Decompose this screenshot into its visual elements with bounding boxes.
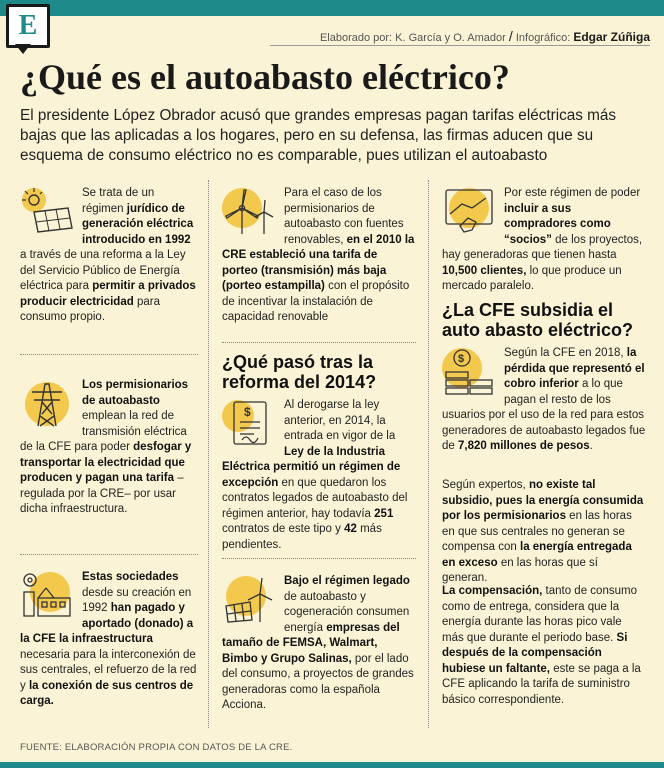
solar-panel-icon	[20, 186, 74, 236]
wind-turbine-icon	[222, 186, 276, 236]
bold-text: 42	[344, 523, 357, 535]
text: Por este régimen de poder	[504, 187, 641, 199]
text: en las horas que sí generan.	[442, 556, 598, 584]
section-heading-reforma: ¿Qué pasó tras la reforma del 2014?	[222, 352, 377, 392]
svg-text:$: $	[458, 353, 465, 365]
bold-text: Estas sociedades	[82, 571, 179, 583]
column-divider	[428, 180, 429, 728]
text: lo que produce un mercado paralelo.	[442, 264, 622, 292]
text: en que quedaron los contratos legados de autoabasto del régimen anterior, hay todavía	[222, 476, 408, 520]
col1-block-3	[20, 570, 198, 710]
col2-block-3	[222, 574, 416, 714]
text: Según expertos,	[442, 479, 529, 491]
bold-text: en el 2010 la CRE estableció una tarifa de porteo (transmisión) más baja (porteo estampilla)	[222, 233, 415, 292]
bold-text: Si después de la compensación hubiese un faltante,	[442, 631, 628, 675]
source-note: FUENTE: ELABORACIÓN PROPIA CON DATOS DE LA CRE.	[20, 742, 293, 753]
col3-block-1	[442, 186, 646, 295]
money-stack-icon	[442, 346, 496, 396]
text: para consumo propio.	[20, 295, 160, 323]
bottom-accent-bar	[0, 762, 664, 768]
credits-prefix: Elaborado por: K. García y O. Amador	[319, 32, 506, 44]
bold-text: desfogar y transportar la electricidad que producen y pagan una tarifa	[20, 441, 192, 484]
bold-text: 7,820 millones de pesos	[458, 440, 590, 452]
col2-block-1	[222, 186, 416, 326]
bold-text: 251	[374, 507, 394, 520]
col3-block-2	[442, 346, 646, 455]
svg-text:$: $	[244, 405, 251, 419]
text: contratos de este tipo y	[222, 523, 345, 535]
bold-text: la energía entregada en exceso	[442, 541, 632, 569]
column-divider	[208, 180, 209, 728]
section-divider	[20, 554, 198, 555]
top-accent-bar	[0, 0, 664, 16]
text: a través de una reforma a la Ley del Servicio Público de Energía eléctrica para	[20, 249, 186, 292]
bold-text: Ley de la Industria Eléctrica permitió un régimen de excepción	[222, 445, 401, 489]
col1-block-2	[20, 378, 198, 518]
col1-block-1	[20, 186, 198, 326]
contract-document-icon	[222, 398, 276, 448]
credits-separator: /	[508, 28, 513, 44]
transmission-tower-icon	[20, 378, 74, 428]
col3-block-3	[442, 478, 646, 587]
section-divider	[222, 342, 416, 343]
text: de autoabasto y cogeneración consumen energía	[284, 590, 410, 634]
credits-author: Edgar Zúñiga	[573, 30, 650, 44]
credits-rule	[270, 45, 650, 46]
bold-text: Los permisionarios de autoabasto	[82, 379, 189, 407]
bold-text: permitir a privados producir electricidad	[20, 280, 196, 308]
text: –regulada por la CRE– por usar dicha infraestructura.	[20, 472, 184, 515]
bold-text: han pagado y aportado (donado) a la CFE la infraestructura	[20, 602, 194, 645]
solar-wind-icon	[222, 574, 276, 624]
credits-infographic: Infográfico:	[515, 32, 571, 44]
bold-text: la conexión de sus centros de carga.	[20, 679, 194, 707]
bold-text: 10,500 clientes,	[442, 264, 527, 277]
logo-tail	[15, 44, 31, 54]
col2-block-2	[222, 398, 416, 553]
page-title: ¿Qué es el autoabasto eléctrico?	[20, 57, 510, 97]
factory-icon	[20, 570, 74, 620]
newspaper-logo	[6, 4, 50, 48]
text: a lo que pagan el resto de los usuarios por el uso de la red para estos generadores de autoabasto legados fue de	[442, 378, 646, 452]
section-heading-subsidio: ¿La CFE subsidia el auto abasto eléctrico?	[442, 300, 634, 340]
col3-block-4	[442, 584, 646, 708]
bold-text: incluir a sus compradores como “socios”	[504, 202, 611, 246]
text: Según la CFE en 2018,	[504, 347, 627, 359]
text: necesaria para la interconexión de sus centrales, el refuerzo de la red y	[20, 648, 197, 692]
text: emplean la red de transmisión eléctrica de la CFE para poder	[20, 410, 187, 453]
logo-letter: E	[18, 10, 38, 41]
text: de los proyectos, hay generadoras que tienen hasta	[442, 233, 643, 261]
text: con el propósito de incentivar la instalación de capacidad renovable	[222, 280, 410, 323]
credits	[320, 28, 650, 44]
handshake-icon	[442, 186, 496, 236]
text: tanto de consumo como de entrega, considera que la energía durante las horas pico vale más que durante el periodo base.	[442, 585, 637, 644]
intro-paragraph: El presidente López Obrador acusó que grandes empresas pagan tarifas eléctricas más bajas que las aplicadas a los hogares, pero en su defensa, las firmas aducen que su esquema de consumo eléctrico no es comparable, pues utilizan el autoabasto	[20, 107, 617, 164]
bold-text: empresas del tamaño de FEMSA, Walmart, Bimbo y Grupo Salinas,	[222, 621, 400, 665]
text: Para el caso de los permisionarios de autoabasto con fuentes renovables,	[284, 187, 404, 246]
text: en las horas en que sus centrales no generan se compensa con	[442, 510, 632, 553]
text: .	[589, 440, 593, 452]
section-divider	[222, 558, 416, 559]
bold-text: la pérdida que representó el cobro inferior	[504, 347, 645, 390]
bold-text: La compensación,	[442, 585, 543, 597]
section-divider	[20, 354, 198, 355]
text: Al derogarse la ley anterior, en 2014, la entrada en vigor de la	[284, 399, 396, 442]
bold-text: no existe tal subsidio, pues la energía consumida por los permisionarios	[442, 479, 644, 522]
text: por el lado del consumo, a proyectos de grandes generadoras como la española Acciona.	[222, 652, 414, 711]
text: este se paga a la CFE aplicando la tarifa de suministro básico correspondiente.	[442, 662, 641, 706]
text: Se trata de un régimen	[82, 187, 155, 215]
bold-text: Bajo el régimen legado	[284, 575, 410, 587]
bold-text: jurídico de generación eléctrica introducido en 1992	[82, 202, 194, 246]
text: desde su creación en 1992	[82, 586, 192, 614]
text: más pendientes.	[222, 523, 382, 551]
